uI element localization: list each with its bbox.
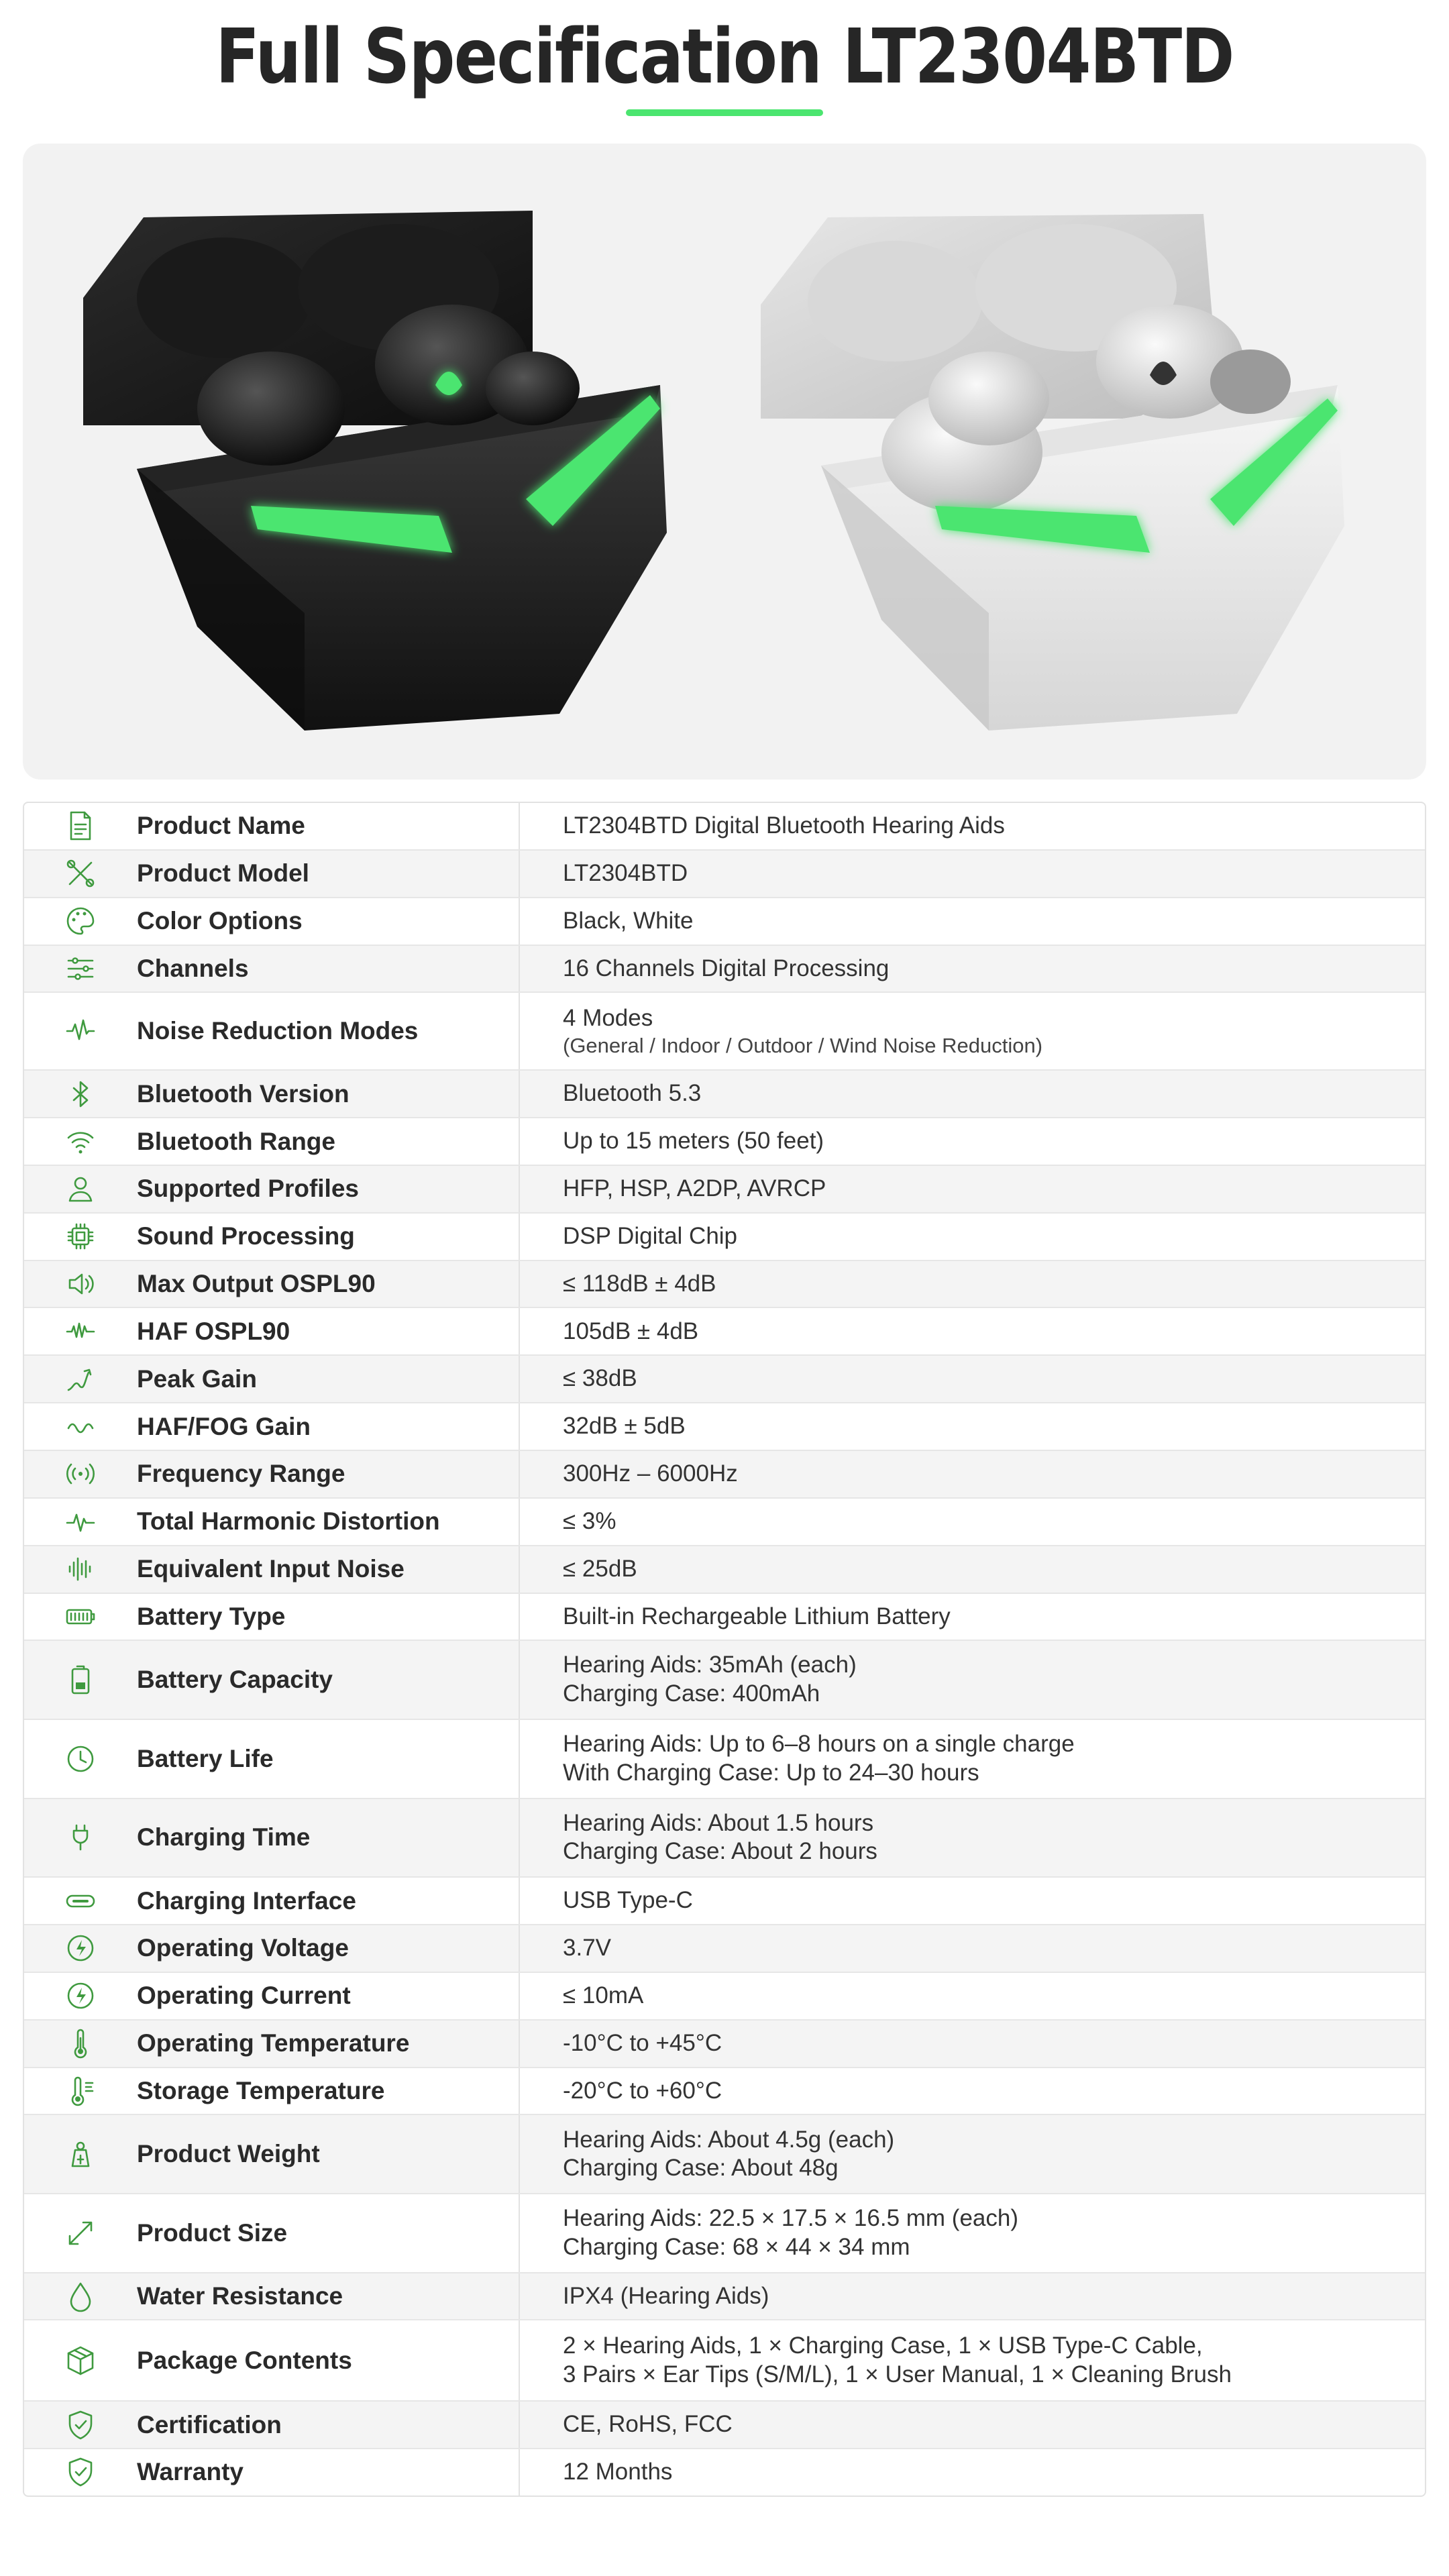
spec-row [24,1594,1425,1642]
wave-icon [24,1403,137,1450]
spec-value [520,851,1425,897]
spec-label: Operating Current [137,1973,520,2019]
spec-label: Operating Temperature [137,2021,520,2067]
gain-icon [24,1356,137,1402]
spec-value-line: Hearing Aids: 22.5 × 17.5 × 16.5 mm (each) [563,2205,1018,2232]
spec-row [24,1308,1425,1356]
spec-value-line-2: Charging Case: 400mAh [563,1680,820,1707]
spec-value-line: Hearing Aids: About 4.5g (each) [563,2126,895,2153]
spec-row [24,2068,1425,2116]
shield-check-icon [24,2449,137,2496]
spec-row [24,1118,1425,1166]
spec-row [24,1166,1425,1214]
spec-row [24,2194,1425,2273]
spec-value-line: Built-in Rechargeable Lithium Battery [563,1603,951,1629]
spec-value-line: Hearing Aids: Up to 6–8 hours on a single charge [563,1731,1075,1758]
spec-label: Product Size [137,2194,520,2272]
spec-value [520,2068,1425,2114]
spec-value-line: -20°C to +60°C [563,2077,722,2104]
spec-value-line: CE, RoHS, FCC [563,2411,733,2438]
spec-value [520,2021,1425,2067]
spec-row [24,1071,1425,1118]
spec-value [520,1546,1425,1593]
spec-label: Noise Reduction Modes [137,993,520,1069]
spec-row [24,1499,1425,1546]
spec-value [520,898,1425,945]
wifi-icon [24,1118,137,1165]
spec-row [24,803,1425,851]
spec-row [24,1214,1425,1261]
spec-row [24,993,1425,1071]
spec-value-line: LT2304BTD Digital Bluetooth Hearing Aids [563,812,1005,839]
spec-value-line: 4 Modes [563,1005,653,1032]
spec-value [520,1118,1425,1165]
spec-value-line-2: With Charging Case: Up to 24–30 hours [563,1759,979,1786]
spec-row [24,1878,1425,1925]
spec-label: Peak Gain [137,1356,520,1402]
spec-value-line: 2 × Hearing Aids, 1 × Charging Case, 1 × USB Type-C Cable, [563,2332,1203,2359]
spec-row [24,1925,1425,1973]
spec-label: Product Model [137,851,520,897]
usb-c-icon [24,1878,137,1924]
spec-value-line-2: Charging Case: 68 × 44 × 34 mm [563,2233,910,2260]
spec-label: Sound Processing [137,1214,520,1260]
spec-value-line: ≤ 10mA [563,1982,644,2008]
battery-vertical-icon [24,1641,137,1719]
spec-value-line: Bluetooth 5.3 [563,1080,702,1107]
spec-value [520,2320,1425,2400]
spec-value-line: 12 Months [563,2459,673,2485]
weight-icon [24,2115,137,2193]
spec-value [520,1799,1425,1877]
spec-label: Product Name [137,803,520,849]
spec-value-line: HFP, HSP, A2DP, AVRCP [563,1175,826,1201]
spec-label: Supported Profiles [137,1166,520,1212]
spec-value [520,1720,1425,1798]
spec-value [520,2115,1425,2193]
spec-value [520,1451,1425,1497]
spec-row [24,946,1425,994]
spec-label: Max Output OSPL90 [137,1261,520,1307]
spec-label: Storage Temperature [137,2068,520,2114]
spec-value [520,803,1425,849]
spec-label: Warranty [137,2449,520,2496]
plug-icon [24,1799,137,1877]
spec-value-line: ≤ 25dB [563,1555,637,1582]
current-icon [24,1973,137,2019]
spec-value-line: 300Hz – 6000Hz [563,1460,738,1487]
spec-row [24,2273,1425,2321]
spec-label: Certification [137,2402,520,2448]
spec-row [24,851,1425,898]
spec-value-line: Up to 15 meters (50 feet) [563,1128,824,1155]
chip-icon [24,1214,137,1260]
spec-row [24,1720,1425,1799]
document-icon [24,803,137,849]
sliders-icon [24,946,137,992]
spec-row [24,1451,1425,1499]
spec-value-line: 105dB ± 4dB [563,1318,699,1344]
resize-icon [24,2194,137,2272]
spec-label: Charging Interface [137,1878,520,1924]
spec-value-line-2: (General / Indoor / Outdoor / Wind Noise Reduction) [563,1033,1043,1057]
spec-value [520,1403,1425,1450]
thermometer-snow-icon [24,2068,137,2114]
spec-label: Water Resistance [137,2273,520,2320]
spec-value-line: ≤ 38dB [563,1365,637,1392]
speaker-icon [24,1261,137,1307]
spec-label: Channels [137,946,520,992]
spec-value-line: LT2304BTD [563,859,688,886]
spec-label: Color Options [137,898,520,945]
spec-value-line: Hearing Aids: 35mAh (each) [563,1652,857,1678]
spec-value-line: 16 Channels Digital Processing [563,955,890,981]
spec-value-line: DSP Digital Chip [563,1222,738,1249]
battery-icon [24,1594,137,1640]
spec-label: Frequency Range [137,1451,520,1497]
spec-value-line: IPX4 (Hearing Aids) [563,2282,769,2309]
spec-row [24,1261,1425,1309]
audio-bars-icon [24,1546,137,1593]
spec-value [520,1878,1425,1924]
thermometer-icon [24,2021,137,2067]
spec-value-line: ≤ 3% [563,1507,616,1534]
spec-value [520,993,1425,1069]
spec-label: HAF/FOG Gain [137,1403,520,1450]
page-title: Full Specification LT2304BTD [215,13,1234,101]
voltage-icon [24,1925,137,1972]
heartbeat-icon [24,1499,137,1545]
spec-value-line: Black, White [563,907,694,934]
bluetooth-icon [24,1071,137,1117]
spec-label: Battery Capacity [137,1641,520,1719]
white-case-illustration [761,214,1344,731]
spec-value-line-2: Charging Case: About 48g [563,2155,839,2182]
user-icon [24,1166,137,1212]
spec-value [520,1925,1425,1972]
spec-row [24,2115,1425,2194]
pulse-icon [24,1308,137,1354]
product-image [23,144,1426,780]
spec-row [24,898,1425,946]
spec-label: Equivalent Input Noise [137,1546,520,1593]
water-drop-icon [24,2273,137,2320]
spec-value [520,2402,1425,2448]
spec-label: HAF OSPL90 [137,1308,520,1354]
spec-value [520,2449,1425,2496]
spec-row [24,1546,1425,1594]
spec-row [24,2320,1425,2402]
model-icon [24,851,137,897]
spec-label: Battery Type [137,1594,520,1640]
spec-value-line-2: 3 Pairs × Ear Tips (S/M/L), 1 × User Manual, 1 × Cleaning Brush [563,2361,1232,2387]
spec-value-line: ≤ 118dB ± 4dB [563,1270,716,1297]
spec-label: Product Weight [137,2115,520,2193]
black-case-illustration [83,211,667,731]
spec-label: Bluetooth Version [137,1071,520,1117]
spec-label: Total Harmonic Distortion [137,1499,520,1545]
spec-row [24,1799,1425,1878]
spec-row [24,1403,1425,1451]
spec-value-line: Hearing Aids: About 1.5 hours [563,1809,874,1836]
spec-row [24,2402,1425,2449]
spec-value [520,1356,1425,1402]
clock-icon [24,1720,137,1798]
spec-value [520,1071,1425,1117]
spec-table [23,802,1426,2497]
spec-value [520,1594,1425,1640]
spec-value-line: -10°C to +45°C [563,2029,722,2056]
spec-value-line-2: Charging Case: About 2 hours [563,1838,877,1865]
waveform-icon [24,993,137,1069]
spec-value [520,1499,1425,1545]
spec-value [520,1166,1425,1212]
spec-value [520,2194,1425,2272]
spec-value-line: 3.7V [563,1935,611,1962]
spec-value [520,1214,1425,1260]
spec-row [24,1641,1425,1720]
spec-value [520,946,1425,992]
spec-label: Charging Time [137,1799,520,1877]
spec-label: Package Contents [137,2320,520,2400]
spec-value [520,1261,1425,1307]
spec-value [520,1973,1425,2019]
spec-value-line: 32dB ± 5dB [563,1413,686,1440]
spec-value [520,1308,1425,1354]
palette-icon [24,898,137,945]
spec-value [520,2273,1425,2320]
spec-label: Operating Voltage [137,1925,520,1972]
radio-wave-icon [24,1451,137,1497]
shield-check-icon [24,2402,137,2448]
spec-row [24,1973,1425,2021]
spec-row [24,1356,1425,1403]
spec-label: Bluetooth Range [137,1118,520,1165]
spec-label: Battery Life [137,1720,520,1798]
spec-value-line: USB Type-C [563,1887,693,1914]
title-underline [626,109,823,116]
package-icon [24,2320,137,2400]
spec-value [520,1641,1425,1719]
spec-row [24,2449,1425,2496]
spec-row [24,2021,1425,2068]
